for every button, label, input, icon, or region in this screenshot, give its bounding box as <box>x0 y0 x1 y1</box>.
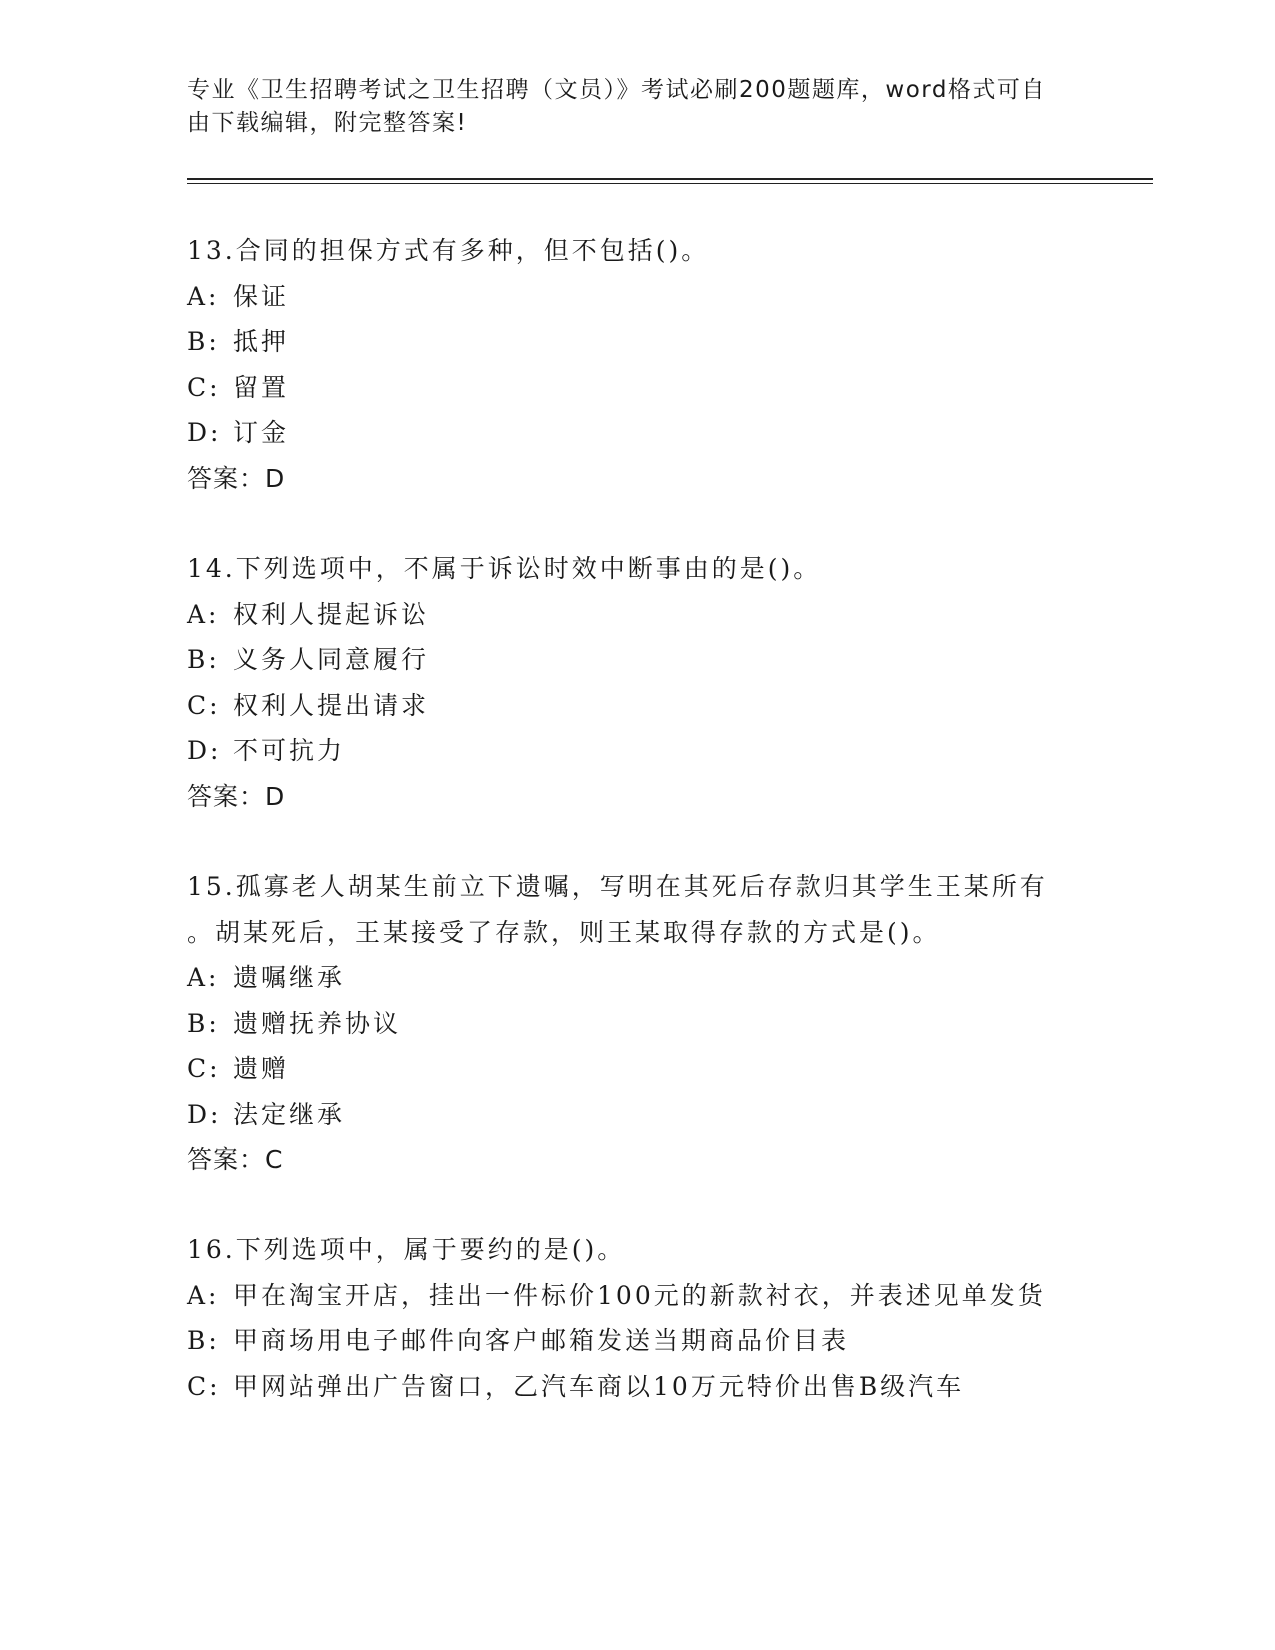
option-d <box>187 410 1087 456</box>
option-letter: A: <box>187 281 220 311</box>
option-text: 订金 <box>233 418 290 447</box>
option-letter: C: <box>187 1371 221 1401</box>
option-b <box>187 1001 1087 1047</box>
question-stem: 14.下列选项中，不属于诉讼时效中断事由的是()。 <box>187 554 822 583</box>
option-text: 权利人提出请求 <box>233 690 430 720</box>
option-a <box>187 955 1087 1001</box>
question-stem-line-1: 15.孤寡老人胡某生前立下遗嘱，写明在其死后存款归其学生王某所有 <box>187 872 1048 901</box>
option-text: 遗赠 <box>233 1054 290 1083</box>
option-text: 甲商场用电子邮件向客户邮箱发送当期商品价目表 <box>233 1326 850 1355</box>
option-text: 保证 <box>233 281 290 311</box>
question-stem-line-2: 。胡某死后，王某接受了存款，则王某取得存款的方式是()。 <box>187 917 941 947</box>
answer-line: 答案：D <box>187 781 286 811</box>
option-b <box>187 319 1087 365</box>
option-letter: D: <box>187 418 222 447</box>
option-text: 遗嘱继承 <box>233 963 346 992</box>
option-d <box>187 728 1087 774</box>
option-a <box>187 1273 1087 1319</box>
option-a <box>187 274 1087 320</box>
option-text: 义务人同意履行 <box>233 645 430 674</box>
option-letter: C: <box>187 372 221 402</box>
header-line-1: 专业《卫生招聘考试之卫生招聘（文员）》考试必刷200题题库，word格式可自 <box>187 77 1046 103</box>
option-text: 不可抗力 <box>233 736 346 765</box>
option-d <box>187 1092 1087 1138</box>
option-letter: D: <box>187 736 222 765</box>
question-14 <box>187 546 1087 819</box>
option-b <box>187 1318 1087 1364</box>
answer-line: 答案：D <box>187 463 286 493</box>
option-letter: C: <box>187 1054 221 1083</box>
option-c <box>187 1364 1087 1410</box>
header-line-2: 由下载编辑，附完整答案! <box>187 110 468 136</box>
option-text: 甲在淘宝开店，挂出一件标价100元的新款衬衣，并表述见单发货 <box>233 1280 1046 1310</box>
document-header <box>187 74 1067 140</box>
question-stem: 13.合同的担保方式有多种，但不包括()。 <box>187 236 710 265</box>
option-c <box>187 1046 1087 1092</box>
question-stem: 16.下列选项中，属于要约的是()。 <box>187 1235 626 1264</box>
option-letter: B: <box>187 645 220 674</box>
option-text: 遗赠抚养协议 <box>233 1008 402 1038</box>
option-a <box>187 592 1087 638</box>
option-b <box>187 637 1087 683</box>
option-c <box>187 683 1087 729</box>
question-16 <box>187 1227 1087 1409</box>
option-text: 权利人提起诉讼 <box>233 599 430 629</box>
option-letter: B: <box>187 1008 220 1038</box>
question-13 <box>187 228 1087 501</box>
header-divider-thick <box>187 178 1153 180</box>
option-c <box>187 365 1087 411</box>
option-letter: D: <box>187 1099 222 1129</box>
option-letter: B: <box>187 1326 220 1355</box>
question-15 <box>187 864 1087 1182</box>
answer-line: 答案：C <box>187 1145 284 1174</box>
option-letter: A: <box>187 599 220 629</box>
option-text: 抵押 <box>233 327 290 356</box>
option-text: 留置 <box>233 372 290 402</box>
option-letter: A: <box>187 1280 220 1310</box>
option-text: 甲网站弹出广告窗口，乙汽车商以10万元特价出售B级汽车 <box>233 1371 965 1401</box>
option-letter: A: <box>187 963 220 992</box>
option-text: 法定继承 <box>233 1099 346 1129</box>
option-letter: C: <box>187 690 221 720</box>
header-divider-thin <box>187 183 1153 184</box>
option-letter: B: <box>187 327 220 356</box>
